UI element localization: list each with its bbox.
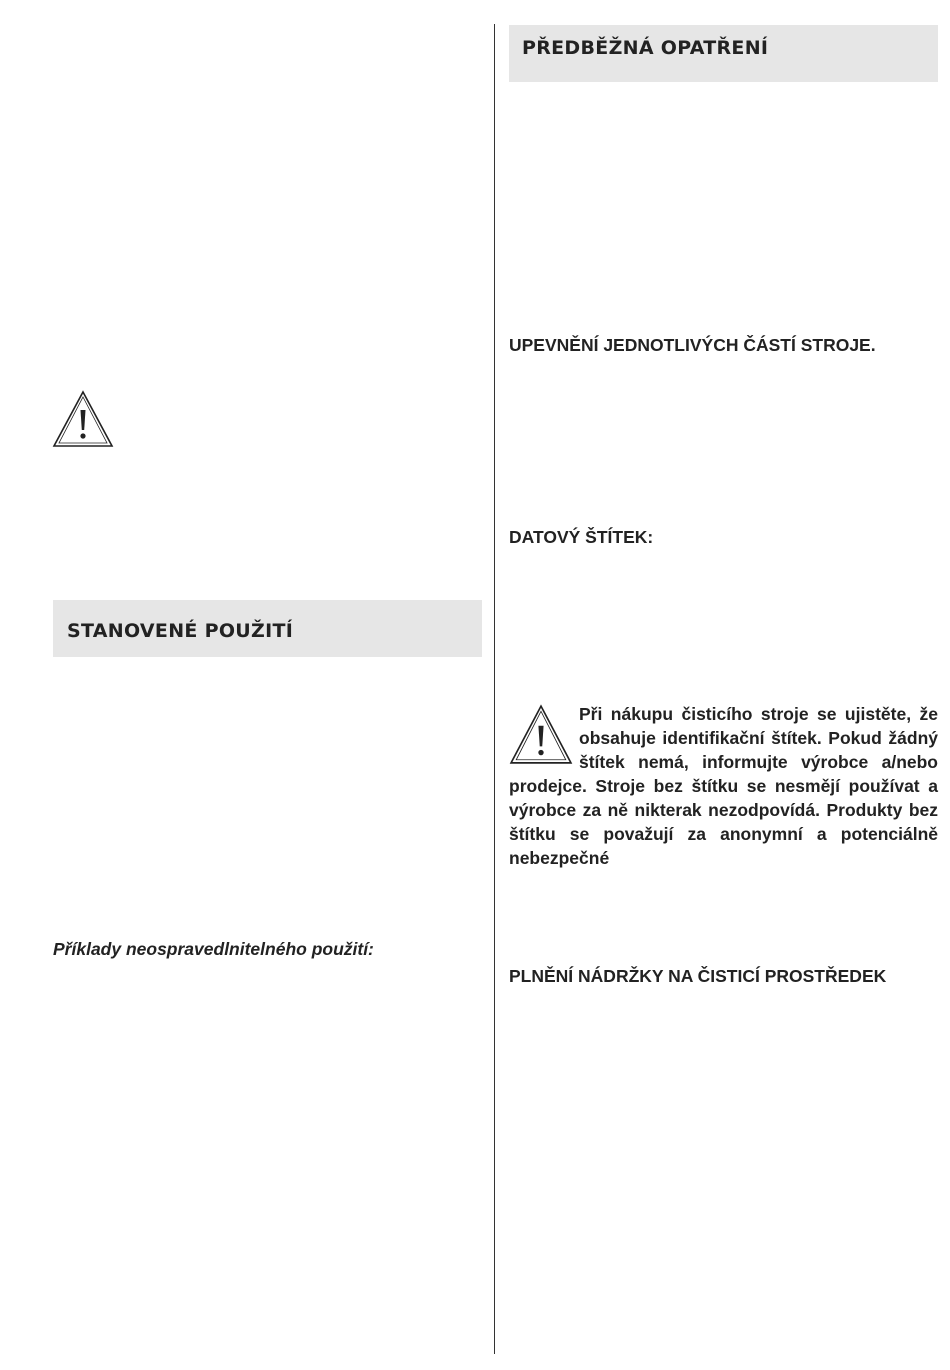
section-header-stanovene-pouziti [53, 600, 482, 657]
warning-triangle-icon [52, 390, 114, 448]
warning-triangle-icon [509, 702, 573, 768]
subheading-plneni: PLNĚNÍ NÁDRŽKY NA ČISTICÍ PROSTŘEDEK [509, 966, 887, 986]
section-title: PŘEDBĚŽNÁ OPATŘENÍ [522, 37, 769, 59]
section-title: STANOVENÉ POUŽITÍ [67, 620, 294, 642]
warning-text: Při nákupu čisticího stroje se ujistěte, že obsahuje identifikační štítek. Pokud žádný štítek nemá, informujte výrobce a/nebo prodejce. Stroje bez štítku se nesmějí používat a výrobce za ně nikterak nezodpovídá. Produkty bez štítku se považují za anonymní a potenciálně nebezpečné [509, 704, 938, 868]
column-divider [494, 24, 495, 1354]
warning-paragraph [509, 702, 938, 870]
subheading-priklady: Příklady neospravedlnitelného použití: [53, 939, 374, 959]
subheading-datovy-stitek: DATOVÝ ŠTÍTEK: [509, 527, 654, 547]
subheading-upevneni: UPEVNĚNÍ JEDNOTLIVÝCH ČÁSTÍ STROJE. [509, 335, 876, 355]
section-header-predbezna-opatreni [509, 25, 938, 82]
